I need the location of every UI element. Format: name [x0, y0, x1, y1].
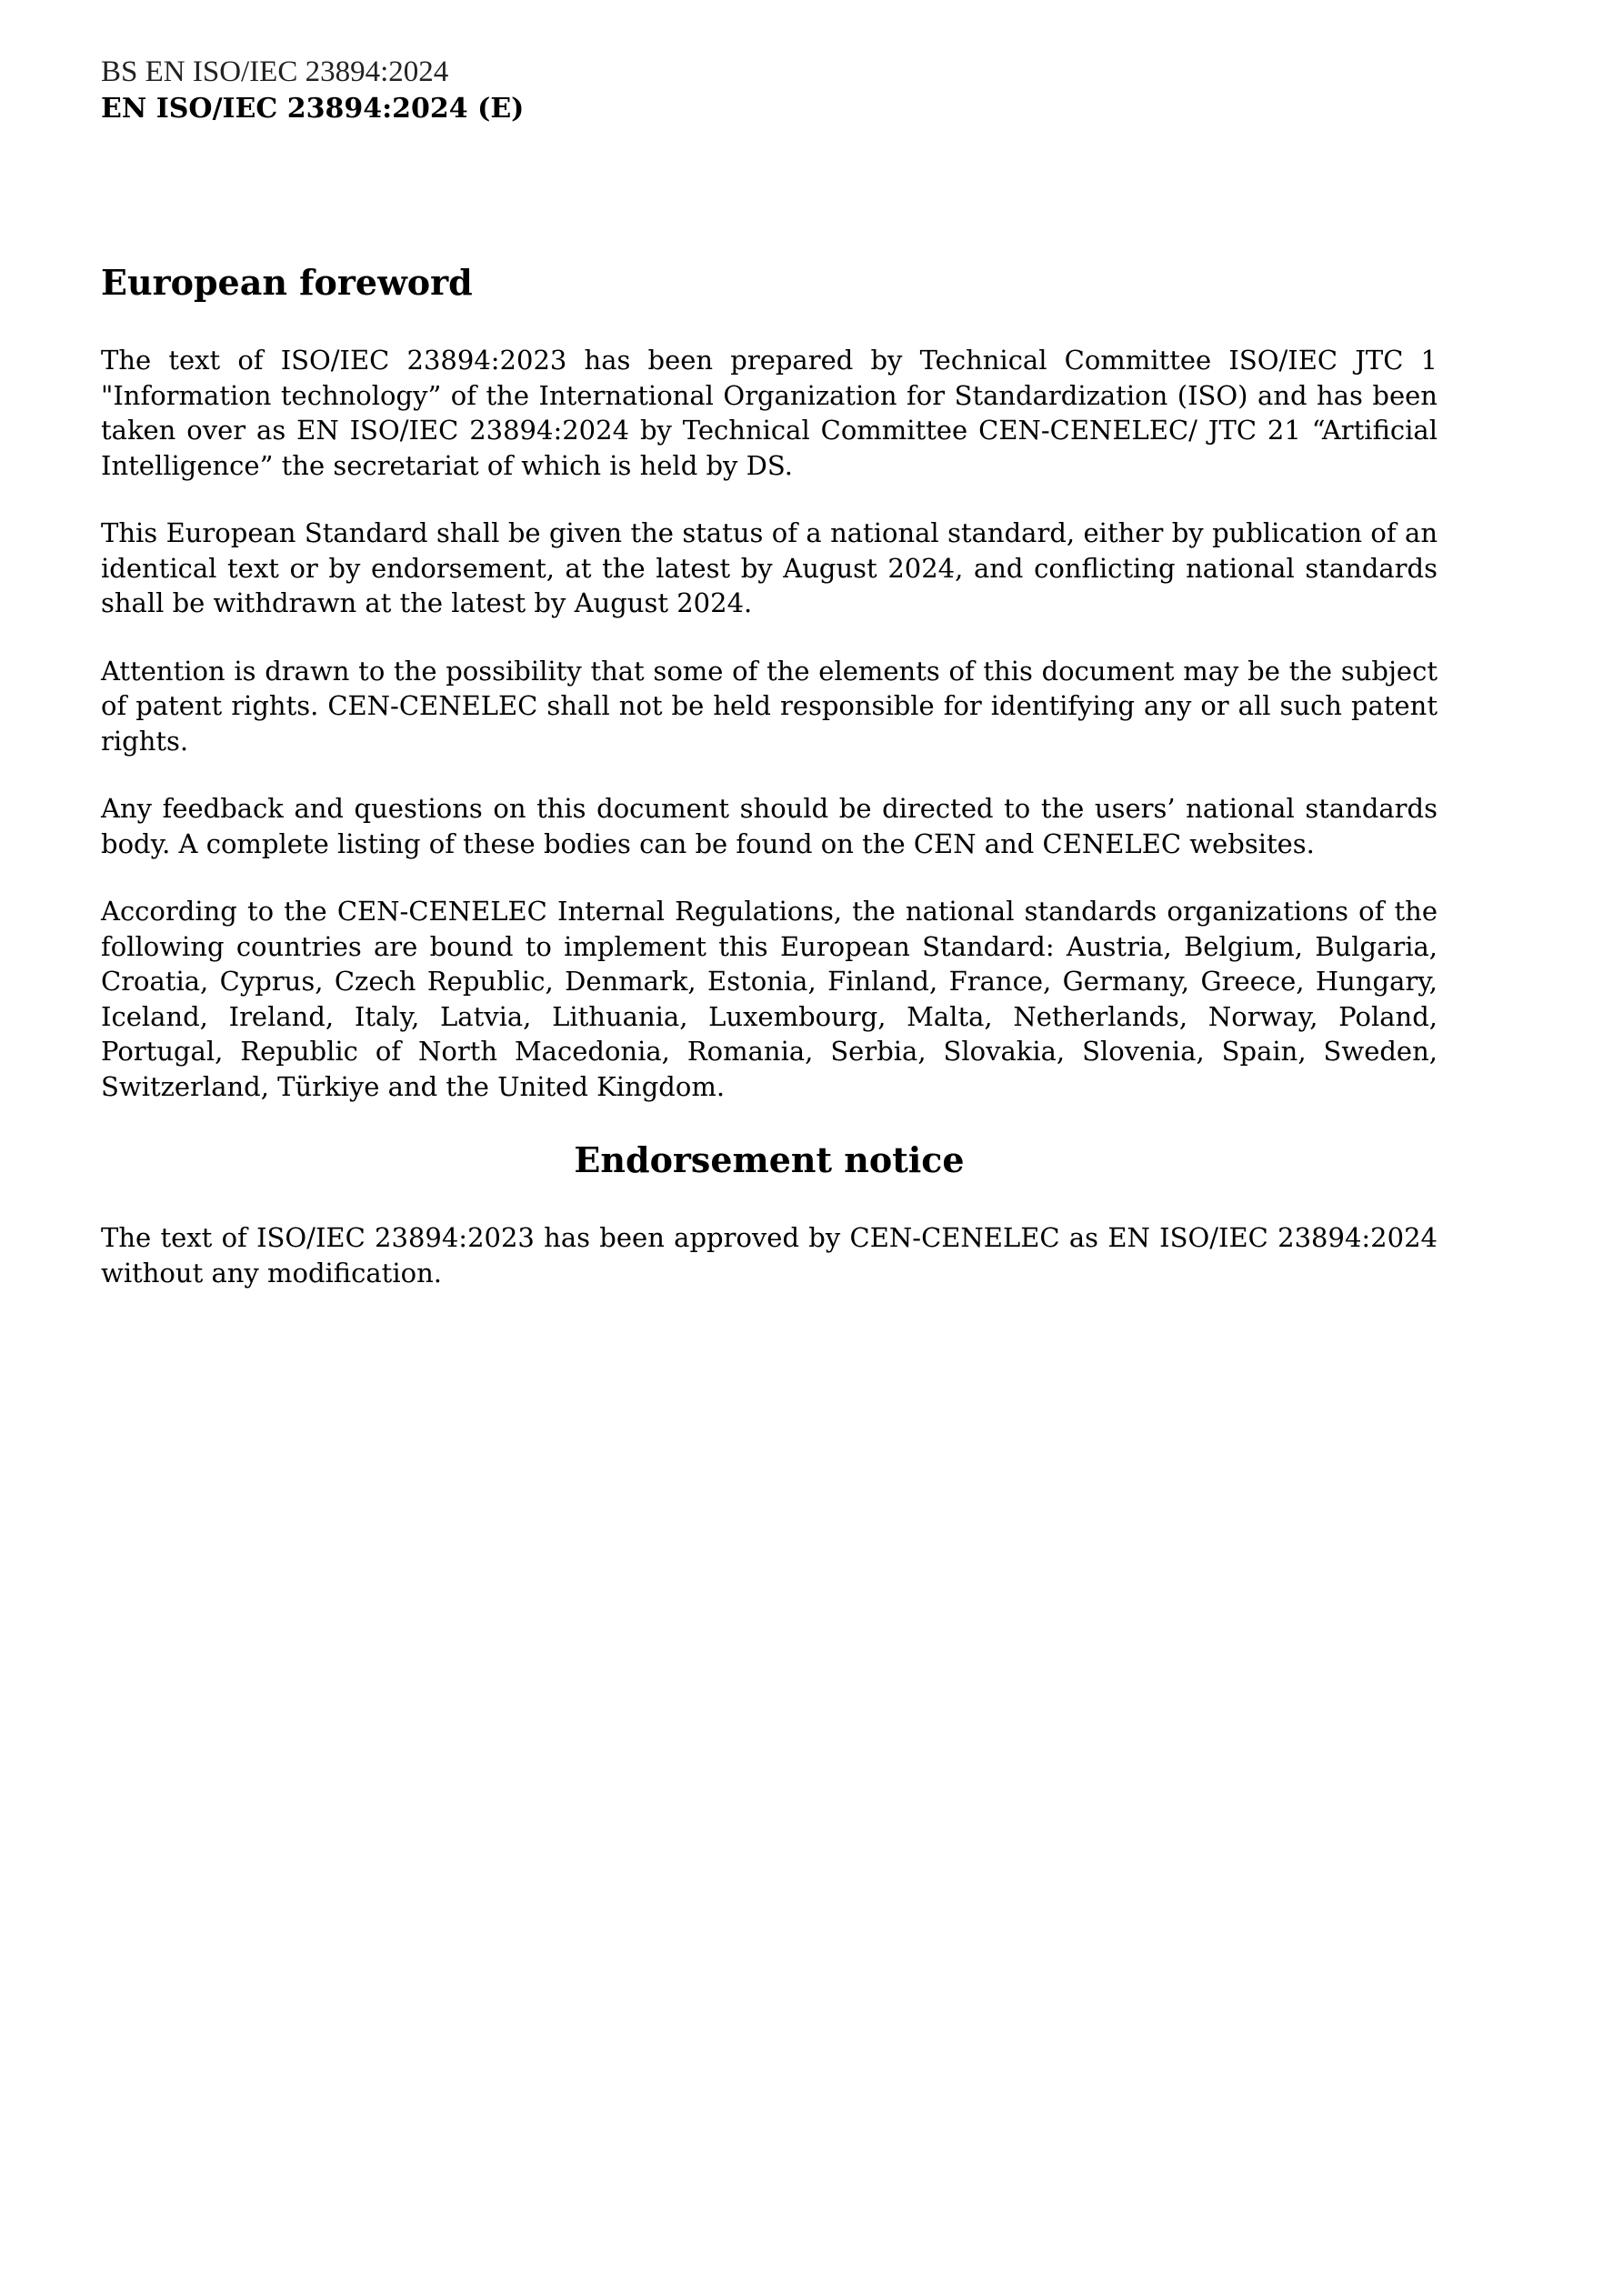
header-bs-standard-number: BS EN ISO/IEC 23894:2024 — [101, 55, 449, 88]
foreword-paragraph-patent: Attention is drawn to the possibility that some of the elements of this document may be the subject of patent rights. CEN-CENELEC shall not be held responsible for identifying any or all such patent rights. — [101, 655, 1438, 757]
foreword-paragraph-countries: According to the CEN-CENELEC Internal Regulations, the national standards organizations of the following countries are bound to implement this European Standard: Austria, Belgium, Bulgaria, Croatia, Cyprus, Czech Republic, Denmark, Estonia, Finland, France, Germany, Greece, Hungary, Iceland, Ireland, Italy, Latvia, Lithuania, Luxembourg, Malta, Netherlands, Norway, Poland, Portugal, Republic of North Macedonia, Romania, Serbia, Slovakia, Slovenia, Spain, Sweden, Switzerland, Türkiye and the United Kingdom. — [101, 896, 1438, 1102]
foreword-paragraph-preparation: The text of ISO/IEC 23894:2023 has been prepared by Technical Committee ISO/IEC JTC 1 "Information technology” of the International Organization for Standardization (ISO) and has been taken over as EN ISO/IEC 23894:2024 by Technical Committee CEN-CENELEC/ JTC 21 “Artificial Intelligence” the secretariat of which is held by DS. — [101, 345, 1438, 481]
page-content — [101, 259, 1438, 1323]
foreword-heading: European foreword — [101, 262, 473, 303]
header-en-standard-number: EN ISO/IEC 23894:2024 (E) — [101, 93, 525, 125]
page-header — [101, 53, 1010, 127]
endorsement-paragraph: The text of ISO/IEC 23894:2023 has been approved by CEN-CENELEC as EN ISO/IEC 23894:2024 without any modification. — [101, 1222, 1438, 1288]
foreword-paragraph-feedback: Any feedback and questions on this document should be directed to the users’ national standards body. A complete listing of these bodies can be found on the CEN and CENELEC websites. — [101, 793, 1438, 859]
endorsement-heading: Endorsement notice — [574, 1139, 965, 1180]
foreword-paragraph-status: This European Standard shall be given the status of a national standard, either by publication of an identical text or by endorsement, at the latest by August 2024, and conflicting national standards shall be withdrawn at the latest by August 2024. — [101, 517, 1438, 618]
